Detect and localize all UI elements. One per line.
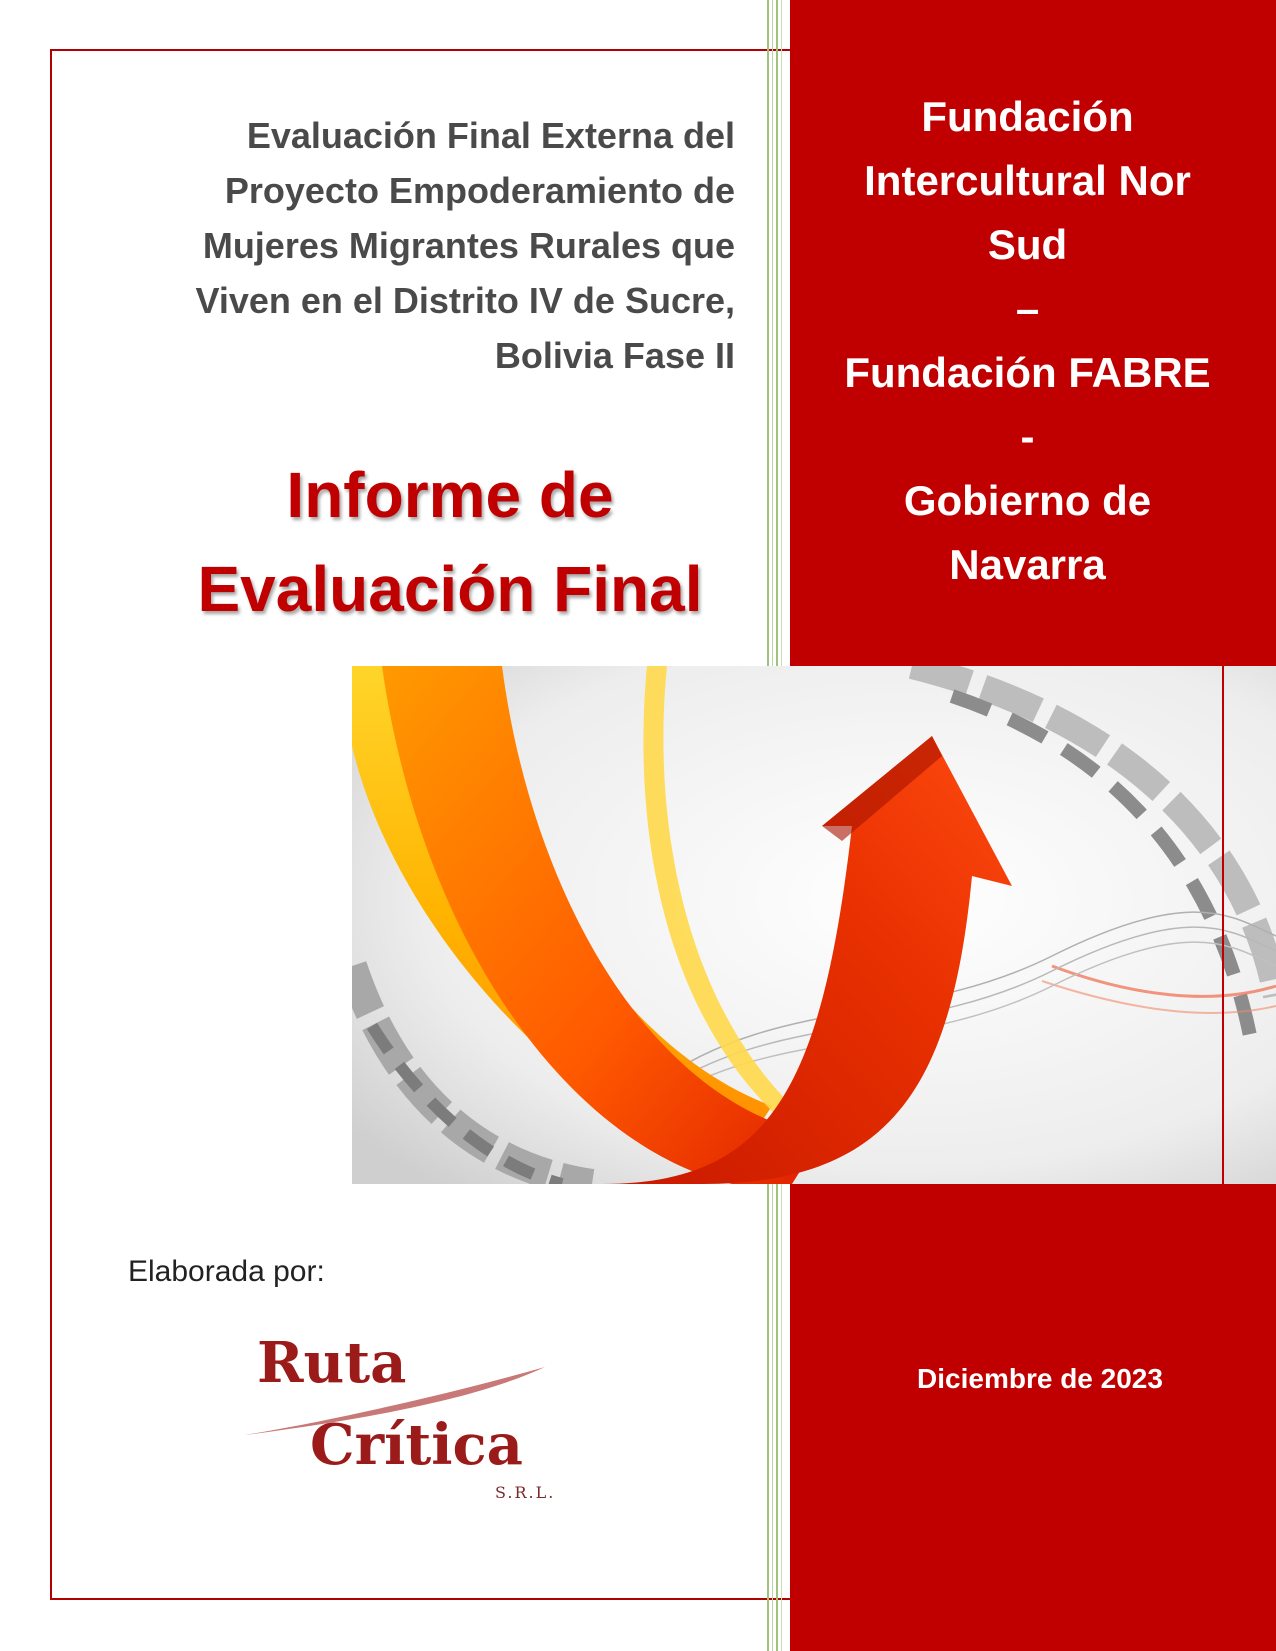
project-subtitle xyxy=(110,108,735,383)
logo-text-critica: Crítica xyxy=(310,1412,523,1478)
prepared-by-label: Elaborada por: xyxy=(128,1255,325,1288)
subtitle-line: Bolivia Fase II xyxy=(494,335,735,376)
subtitle-line: Proyecto Empoderamiento de xyxy=(224,170,735,211)
org-line: Intercultural Nor xyxy=(864,157,1191,204)
org-line: - xyxy=(1020,413,1035,460)
subtitle-line: Viven en el Distrito IV de Sucre, xyxy=(195,280,735,321)
org-line: Navarra xyxy=(949,541,1106,588)
title-line: Evaluación Final xyxy=(197,553,703,625)
report-title xyxy=(100,448,800,636)
logo-text-srl: S.R.L. xyxy=(495,1483,556,1502)
ruta-critica-logo xyxy=(245,1325,575,1505)
org-line: Gobierno de xyxy=(903,477,1152,524)
subtitle-line: Evaluación Final Externa del xyxy=(246,115,735,156)
report-date: Diciembre de 2023 xyxy=(917,1363,1163,1394)
org-line: Fundación FABRE xyxy=(844,349,1211,396)
frame-top-border xyxy=(50,49,790,51)
logo-text-ruta: Ruta xyxy=(257,1330,407,1396)
org-line: – xyxy=(1015,285,1040,332)
org-line: Fundación xyxy=(921,93,1134,140)
frame-left-border xyxy=(50,49,52,1600)
hero-arrow-image xyxy=(352,666,1276,1184)
org-line: Sud xyxy=(987,221,1068,268)
subtitle-line: Mujeres Migrantes Rurales que xyxy=(202,225,735,266)
organizations-list xyxy=(820,85,1235,597)
frame-bottom-border xyxy=(50,1598,790,1600)
title-line: Informe de xyxy=(286,459,614,531)
